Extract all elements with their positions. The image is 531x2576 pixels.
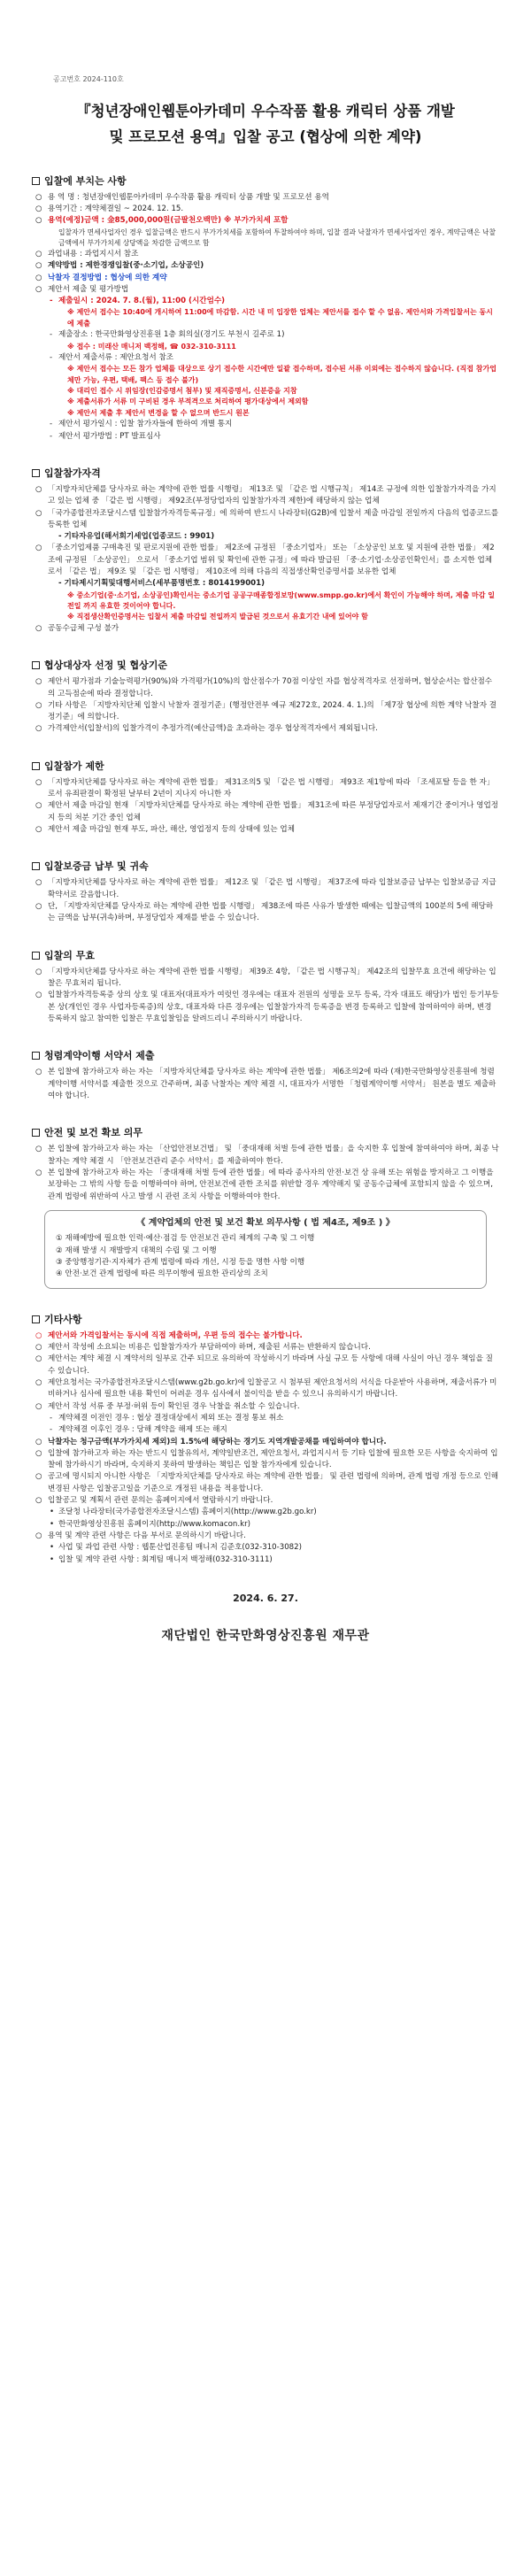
checkbox-icon [32, 1129, 40, 1137]
list-note: ※ 접수 : 미래산 매니저 백정해, ☎ 032-310-3111 [67, 342, 236, 351]
section-invalid-bids [32, 948, 499, 1026]
list-item: ○ 입찰에 참가하고자 하는 자는 반드시 입찰유의서, 계약일반조건, 제안요청서, 과업지시서 등 기타 입찰에 필요한 모든 사항을 숙지하여 입찰에 참가하시기 바라며, 숙지하지 못하여 발생하는 책임은 입찰 참가자에게 있습니다. [35, 1448, 498, 1470]
list-subitem: • 사업 및 과업 관련 사항 : 웹툰산업진흥팀 매니저 김준호(032-310-3082) [50, 1543, 302, 1553]
section-heading: 협상대상자 선정 및 협상기준 [32, 658, 499, 673]
list-item: ○ 공고에 명시되지 아니한 사항은 「지방자치단체를 당사자로 하는 계약에 관한 법률」 및 관련 법령에 의하며, 관계 법령 개정 등으로 인해 변경된 사항은 입찰공고일을 기준으로 개정된 내용을 적용합니다. [35, 1472, 499, 1493]
checkbox-icon [32, 661, 40, 669]
list-item: ○ 「지방자치단체를 당사자로 하는 계약에 관한 법률」 제31조의5 및 「같은 법 시행령」 제93조 제1항에 따라 「조세포탈 등을 한 자」로서 유죄판결이 확정된 날부터 2년이 지나지 아니한 자 [35, 777, 495, 799]
duties-title: 《 계약업체의 안전 및 보건 확보 의무사항 ( 법 제4조, 제9조 ) 》 [136, 1217, 395, 1228]
list-item: ○ 낙찰자는 청구금액(부가가치세 제외)의 1.5%에 해당하는 경기도 지역개발공채를 매입하여야 합니다. [35, 1437, 387, 1446]
section-heading: 입찰참가자격 [32, 466, 499, 481]
section-deposit [32, 859, 499, 924]
list-subitem: - 제안서 평가방법 : PT 발표심사 [50, 431, 161, 441]
list-note: ※ 제안서 제출 후 제안서 변경을 할 수 없으며 반드시 원본 [67, 408, 250, 417]
announcement-date: 2024. 6. 27. [233, 1592, 298, 1604]
list-item: ○ 용 역 명 : 청년장애인웹툰아카데미 우수작품 활용 캐릭터 상품 개발 및 프로모션 용역 [35, 192, 329, 202]
link-g2b[interactable]: • 조달청 나라장터(국가종합전자조달시스템) 홈페이지(http://www.g2b.go.kr) [50, 1508, 317, 1517]
section-heading: 입찰의 무효 [32, 948, 499, 963]
section-integrity-pledge [32, 1048, 499, 1102]
checkbox-icon [32, 1052, 40, 1060]
section-heading: 입찰에 부치는 사항 [32, 174, 499, 189]
list-item: ○ 입찰공고 및 계획서 관련 문의는 홈페이지에서 열람하시기 바랍니다. [35, 1496, 273, 1506]
list-item: ○ 낙찰자 결정방법 : 협상에 의한 계약 [35, 273, 167, 282]
title-line-2: 및 프로모션 용역』입찰 공고 (협상에 의한 계약) [109, 127, 422, 145]
list-item: ○ 「지방자치단체를 당사자로 하는 계약에 관한 법률 시행령」 제39조 4항, 「같은 법 시행규칙」 제42조의 입찰무효 요건에 해당하는 입찰은 무효처리 됩니다. [35, 967, 496, 989]
section-heading: 입찰참가 제한 [32, 759, 499, 774]
safety-duties-box [44, 1210, 487, 1289]
list-note: ※ 대리인 접수 시 위임장(인감증명서 첨부) 및 재직증명서, 신분증을 지참 [67, 387, 297, 396]
list-subitem: - 기타제시기획및대행서비스(세부품명번호 : 8014199001) [58, 579, 266, 589]
list-item: ○ 제안서 평가점과 기술능력평가(90%)와 가격평가(10%)의 합산점수가 70점 이상인 자를 협상적격자로 선정하며, 협상순서는 합산점수의 고득점순에 따라 결정합니다. [35, 677, 493, 698]
list-subitem: - 기타자유업(해서회기세업(업종코드 : 9901) [58, 532, 215, 542]
duty-item: ② 재해 발생 시 재발방지 대책의 수립 및 그 이행 [56, 1246, 217, 1255]
section-eligibility [32, 466, 499, 635]
list-item: ○ 제안서 제출 및 평가방법 [35, 284, 129, 294]
checkbox-icon [32, 1315, 40, 1323]
list-item: ○ 「지방자치단체를 당사자로 하는 계약에 관한 법률」 제12조 및 「같은 법 시행령」 제37조에 따라 입찰보증금 납부는 입찰보증금 지급 확약서로 갈음합니다. [35, 878, 496, 899]
section-bid-items [32, 174, 499, 443]
list-item: ○ 「지방자치단체를 당사자로 하는 계약에 관한 법률 시행령」 제13조 및 「같은 법 시행규칙」 제14조 규정에 의한 입찰참가자격을 가지고 있는 업체 중 「같은 법 시행령」 제92조(부정당업자의 입찰참가자격 제한)에 해당하지 않는 업체 [35, 484, 496, 506]
issuer-name: 재단법인 한국만화영상진흥원 재무관 [161, 1628, 370, 1643]
duty-item: ④ 안전·보건 관계 법령에 따른 의무이행에 필요한 관리상의 조치 [56, 1269, 268, 1279]
duty-item: ③ 중앙행정기관·지자체가 관계 법령에 따라 개선, 시정 등을 명한 사항 이행 [56, 1258, 305, 1268]
list-note: ※ 직접생산확인증명서는 입찰서 제출 마감일 전일까지 발급된 것으로서 유효기간 내에 있어야 함 [67, 613, 368, 621]
list-item: ○ 계약방법 : 제한경쟁입찰(중·소기업, 소상공인) [35, 261, 204, 271]
section-negotiation [32, 658, 499, 736]
list-subitem: - 제출장소 : 한국만화영상진흥원 1층 회의실(경기도 부천시 길주로 1) [50, 330, 285, 340]
list-item: ○ 단, 「지방자치단체를 당사자로 하는 계약에 관한 법률 시행령」 제38조에 따른 사유가 발생한 때에는 입찰금액의 100분의 5에 해당하는 금액을 납부(귀속)하며, 부정당업자 제재를 받을 수 있습니다. [35, 902, 494, 923]
checkbox-icon [32, 862, 40, 870]
list-item: ○ 제안서와 가격입찰서는 동시에 직접 제출하며, 우편 등의 접수는 불가합니다. [35, 1330, 303, 1340]
list-item: ○ 본 입찰에 참가하고자 하는 자는 「지방자치단체를 당사자로 하는 계약에 관한 법률」 제6조의2에 따라 (재)한국만화영상진흥원에 청렴계약이행 서약서를 제출한 것으로 간주하며, 최종 낙찰자는 계약 체결 시, 대표자가 서명한 「청렴계약이행 서약서」 원본을 별도 제출하여야 합니다. [35, 1068, 496, 1100]
section-restrictions [32, 759, 499, 837]
list-subitem: - 제출일시 : 2024. 7. 8.(월), 11:00 (시간엄수) [50, 297, 226, 306]
list-item: ○ 입찰참가자격등록증 상의 상호 및 대표자(대표자가 여럿인 경우에는 대표자 전원의 성명을 모두 등록, 각자 대표도 해당)가 법인 등기부등본 상(개인인 경우 사업자등록증)의 상호, 대표자와 다른 경우에는 입찰참가자격 등록증을 변경 등록하고 입찰에 참여하여야 하며, 변경 등록하지 않고 참여한 입찰은 무효입찰임을 알려드리니 주의하시기 바랍니다. [35, 991, 499, 1023]
list-item: ○ 용역 및 계약 관련 사항은 다음 부서로 문의하시기 바랍니다. [35, 1531, 246, 1540]
section-safety [32, 1125, 499, 1288]
list-note: ※ 제안서 접수는 모든 참가 업체를 대상으로 상기 접수한 시간에만 일괄 접수하며, 접수된 서류 이외에는 접수하지 않습니다. (직접 참가업체만 가능, 우편, 택배, 팩스 등 접수 불가) [67, 365, 496, 384]
list-item: ○ 제안서 작성에 소요되는 비용은 입찰참가자가 부담하여야 하며, 제출된 서류는 반환하지 않습니다. [35, 1343, 371, 1352]
checkbox-icon [32, 469, 40, 477]
section-heading: 입찰보증금 납부 및 귀속 [32, 859, 499, 874]
section-heading: 청렴계약이행 서약서 제출 [32, 1048, 499, 1063]
section-misc [32, 1312, 499, 1566]
section-heading: 안전 및 보건 확보 의무 [32, 1125, 499, 1140]
list-note: ※ 제출서류가 서류 미 구비된 경우 부적격으로 처리하여 평가대상에서 제외함 [67, 397, 309, 406]
list-item: ○ 공동수급체 구성 불가 [35, 623, 119, 633]
list-item: ○ 가격제안서(입찰서)의 입찰가격이 추정가격(예산금액)을 초과하는 경우 협상적격자에서 제외됩니다. [35, 724, 378, 734]
list-item: ○ 제안서 작성 서류 중 부정·허위 등이 확인된 경우 낙찰을 취소할 수 있습니다. [35, 1401, 300, 1411]
page-title [32, 99, 499, 150]
list-note: 입찰자가 면세사업자인 경우 입찰금액은 반드시 부가가치세를 포함하여 투찰하여야 하며, 입찰 결과 낙찰자가 면세사업자인 경우, 계약금액은 낙찰금액에서 부가가치세 상당액을 차감한 금액으로 함 [58, 228, 496, 247]
list-item: ○ 용역(예정)금액 : 金85,000,000원(금팔천오백만) ※ 부가가치세 포함 [35, 216, 289, 226]
list-subitem: - 계약체결 이전인 경우 : 협상 결정대상에서 제외 또는 결정 통보 취소 [50, 1413, 284, 1423]
list-item: ○ 「국가종합전자조달시스템 입찰참가자격등록규정」에 의하여 반드시 나라장터(G2B)에 입찰서 제출 마감일 전일까지 다음의 업종코드를 등록한 업체 [35, 508, 499, 529]
notice-number: 공고번호 2024-110호 [53, 75, 124, 83]
title-line-1: 『청년장애인웹툰아카데미 우수작품 활용 캐릭터 상품 개발 [76, 103, 455, 120]
list-item: ○ 과업내용 : 과업지시서 참조 [35, 249, 139, 258]
list-item: ○ 제안요청서는 국가종합전자조달시스템(www.g2b.go.kr)에 입찰공고 시 첨부된 제안요청서의 서식을 다운받아 사용하며, 제출서류가 미비하거나 심사에 필요한 내용 확인이 어려운 경우 심사에서 불이익을 받을 수 있으니 유의하시기 바랍니다. [35, 1377, 497, 1400]
list-subitem: - 제안서 제출서류 : 제안요청서 참조 [50, 352, 174, 362]
list-subitem: - 제안서 평가일시 : 입찰 참가자들에 한하여 개별 통지 [50, 420, 233, 429]
list-item: ○ 제안서 제출 마감일 현재 부도, 파산, 해산, 영업정지 등의 상태에 있는 업체 [35, 825, 295, 835]
list-subitem: • 입찰 및 계약 관련 사항 : 회계팀 매니저 백정해(032-310-3111) [50, 1554, 273, 1564]
list-item: ○ 「중소기업제품 구매촉진 및 판로지원에 관한 법률」 제2조에 규정된 「중소기업자」 또는 「소상공인 보호 및 지원에 관한 법률」 제2조에 규정된 「소상공인」 으로서 「중소기업 범위 및 확인에 관한 규정」에 따라 발급된 「중·소기업·소상공인확인서」를 소지한 업체로서 「같은 법」 제9조 및 「같은 법 시행령」 제10조에 의해 다음의 직접생산확인증명서를 보유한 업체 [35, 544, 495, 577]
checkbox-icon [32, 952, 40, 960]
list-note: ※ 제안서 접수는 10:40에 개시하여 11:00에 마감함. 시간 내 미 입장한 업체는 제안서를 접수 할 수 없음. 제안서와 가격입찰서는 동시에 제출 [67, 308, 493, 328]
checkbox-icon [32, 762, 40, 770]
duty-item: ① 재해예방에 필요한 인력·예산·점검 등 안전보건 관리 체계의 구축 및 그 이행 [56, 1234, 315, 1244]
list-item: ○ 본 입찰에 참가하고자 하는 자는 「산업안전보건법」 및 「중대재해 처벌 등에 관한 법률」을 숙지한 후 입찰에 참여하여야 하며, 최종 낙찰자는 계약 체결 시 「안전보건관리 준수 서약서」를 제출하여야 한다. [35, 1145, 499, 1166]
list-item: ○ 제안서는 계약 체결 시 계약서의 일부로 간주 되므로 유의하여 작성하시기 바라며 사실 규모 등 사항에 대해 사실이 아닌 경우 책임을 질 수 있습니다. [35, 1354, 493, 1376]
list-item: ○ 기타 사항은 「지방자치단체 입찰시 낙찰자 결정기준」(행정안전부 예규 제272호, 2024. 4. 1.)의 「제7장 협상에 의한 계약 낙찰자 결정기준」에 의합니다. [35, 700, 497, 722]
checkbox-icon [32, 177, 40, 185]
list-item: ○ 용역기간 : 계약체결일 ~ 2024. 12. 15. [35, 204, 184, 214]
list-note: ※ 중소기업(중·소기업, 소상공인)확인서는 중소기업 공공구매종합정보망(www.smpp.go.kr)에서 확인이 가능해야 하며, 제출 마감 일 전일 까지 유효한 것이어야 합니다. [67, 590, 495, 611]
link-komacon[interactable]: • 한국만화영상진흥원 홈페이지(http://www.komacon.kr) [50, 1519, 250, 1529]
section-heading: 기타사항 [32, 1312, 499, 1327]
list-item: ○ 본 입찰에 참가하고자 하는 자는 「중대재해 처벌 등에 관한 법률」에 따라 종사자의 안전·보건 상 유해 또는 위험을 방지하고 그 이행을 보장하는 그 밖의 사항 등을 이행하여야 하며, 안전보건에 관한 조치를 위반할 경우 계약해지 및 공동수급체에 포함되지 않을 수 있으며, 관계 법령에 위반하여 사고 발생 시 관련 조치 사항을 이행하여야 한다. [35, 1168, 494, 1201]
list-item: ○ 제안서 제출 마감일 현재 「지방자치단체를 당사자로 하는 계약에 관한 법률」 제31조에 따른 부정당업자로서 제재기간 중이거나 영업정지 등의 처분 기간 중인 업체 [35, 801, 499, 822]
list-subitem: - 계약체결 이후인 경우 : 당해 계약을 해제 또는 해지 [50, 1425, 227, 1435]
